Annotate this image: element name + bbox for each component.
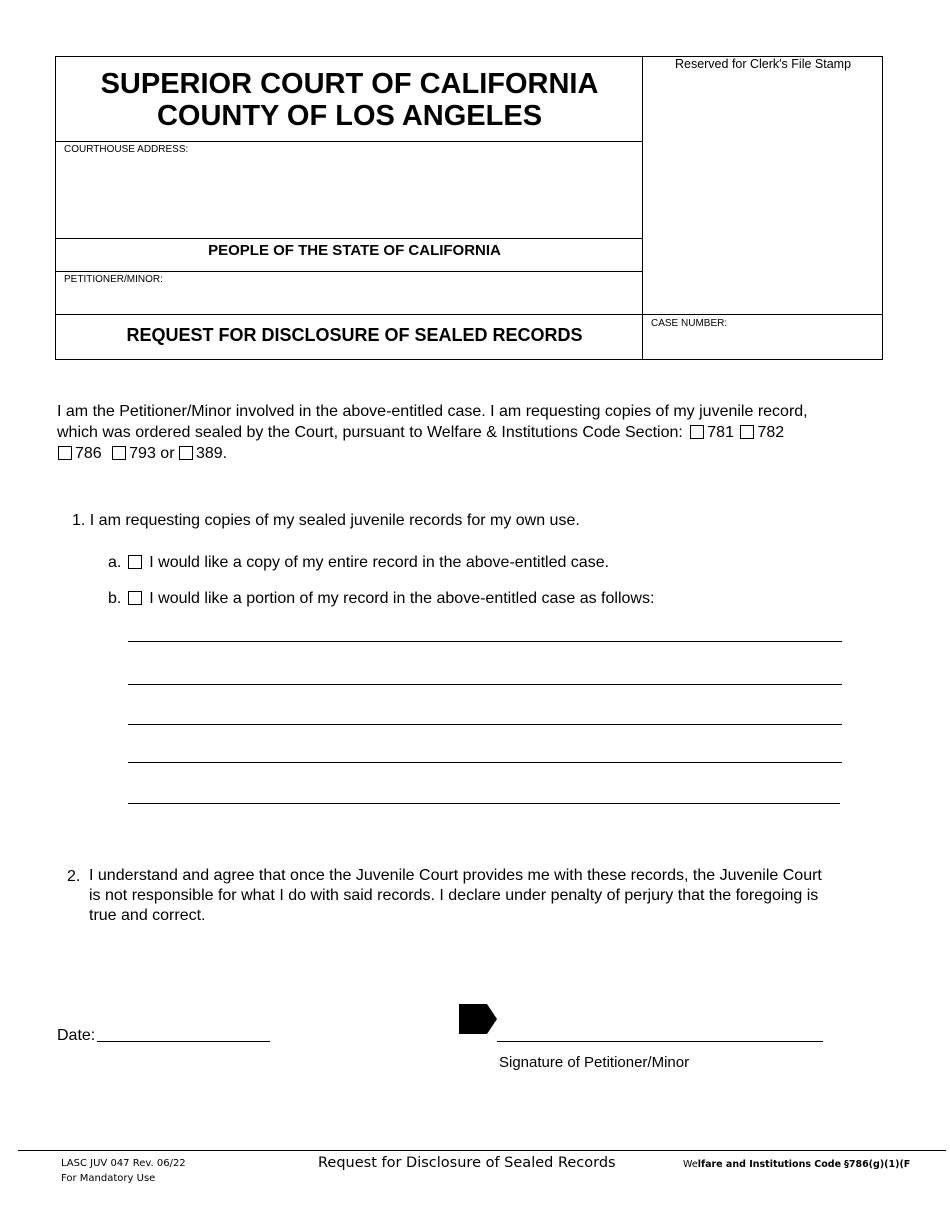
checkbox-389[interactable]: [179, 446, 193, 460]
intro-line-1: I am the Petitioner/Minor involved in the above-entitled case. I am requesting copies of my juvenile record,: [57, 403, 808, 420]
footer-code-prefix: We: [683, 1159, 698, 1170]
code-786-label: 786: [75, 445, 102, 462]
court-name: [56, 68, 643, 132]
petitioner-minor-label: PETITIONER/MINOR:: [64, 274, 163, 285]
date-line[interactable]: [97, 1041, 270, 1042]
item-2-line-1: I understand and agree that once the Juvenile Court provides me with these records, the Juvenile Court: [89, 867, 822, 884]
intro-line-2-text: which was ordered sealed by the Court, pursuant to Welfare & Institutions Code Section:: [57, 424, 683, 441]
item-1b: [108, 588, 654, 609]
item-1a-letter: a.: [108, 554, 122, 571]
footer-code-reference: [683, 1159, 910, 1170]
checkbox-781[interactable]: [690, 425, 704, 439]
courthouse-address-label: COURTHOUSE ADDRESS:: [64, 144, 189, 155]
court-line-1: SUPERIOR COURT OF CALIFORNIA: [100, 68, 599, 100]
intro-line-3: [57, 443, 917, 464]
code-782-label: 782: [757, 424, 785, 441]
portion-line-1[interactable]: [128, 641, 842, 642]
code-793-label: 793 or: [129, 445, 175, 462]
checkbox-portion-record[interactable]: [128, 591, 142, 605]
portion-line-2[interactable]: [128, 684, 842, 685]
item-2-line-3: true and correct.: [89, 907, 206, 924]
rule-under-people: [55, 271, 643, 272]
item-1b-text: I would like a portion of my record in the above-entitled case as follows:: [149, 590, 655, 607]
checkbox-786[interactable]: [58, 446, 72, 460]
footer-title: Request for Disclosure of Sealed Records: [318, 1155, 616, 1171]
date-label: Date:: [57, 1027, 96, 1044]
checkbox-793[interactable]: [112, 446, 126, 460]
checkbox-782[interactable]: [740, 425, 754, 439]
footer-code-bold: lfare and Institutions Code: [697, 1159, 842, 1170]
form-title: REQUEST FOR DISCLOSURE OF SEALED RECORDS: [126, 325, 583, 345]
rule-under-address: [55, 238, 643, 239]
item-2-line-2: is not responsible for what I do with said records. I declare under penalty of perjury that the foregoing is: [89, 887, 819, 904]
footer-code-section: §786(g)(1)(F: [844, 1159, 911, 1170]
item-2-text: [89, 866, 889, 926]
signature-line[interactable]: [497, 1041, 823, 1042]
code-389-label: 389.: [195, 445, 228, 462]
court-line-2: COUNTY OF LOS ANGELES: [156, 100, 543, 132]
rule-above-title: [55, 314, 883, 315]
form-id: LASC JUV 047 Rev. 06/22: [61, 1158, 186, 1169]
case-number-label: CASE NUMBER:: [651, 318, 728, 329]
item-1b-letter: b.: [108, 590, 122, 607]
portion-line-3[interactable]: [128, 724, 842, 725]
clerk-stamp-label: Reserved for Clerk's File Stamp: [674, 57, 852, 71]
mandatory-use: For Mandatory Use: [61, 1173, 156, 1184]
footer-rule: [18, 1150, 946, 1151]
people-line: PEOPLE OF THE STATE OF CALIFORNIA: [208, 242, 501, 259]
code-781-label: 781: [707, 424, 734, 441]
item-1-text: 1. I am requesting copies of my sealed juvenile records for my own use.: [72, 512, 580, 529]
item-1a-text: I would like a copy of my entire record in the above-entitled case.: [149, 554, 610, 571]
item-2-number: 2.: [67, 868, 81, 885]
portion-line-4[interactable]: [128, 762, 842, 763]
intro-paragraph: [57, 401, 917, 464]
rule-under-court: [55, 141, 643, 142]
signature-label: Signature of Petitioner/Minor: [499, 1054, 690, 1071]
checkbox-entire-record[interactable]: [128, 555, 142, 569]
sign-here-arrow-icon: [459, 1004, 499, 1035]
item-1a: [108, 552, 609, 573]
portion-line-5[interactable]: [128, 803, 840, 804]
intro-line-2: [57, 422, 917, 443]
